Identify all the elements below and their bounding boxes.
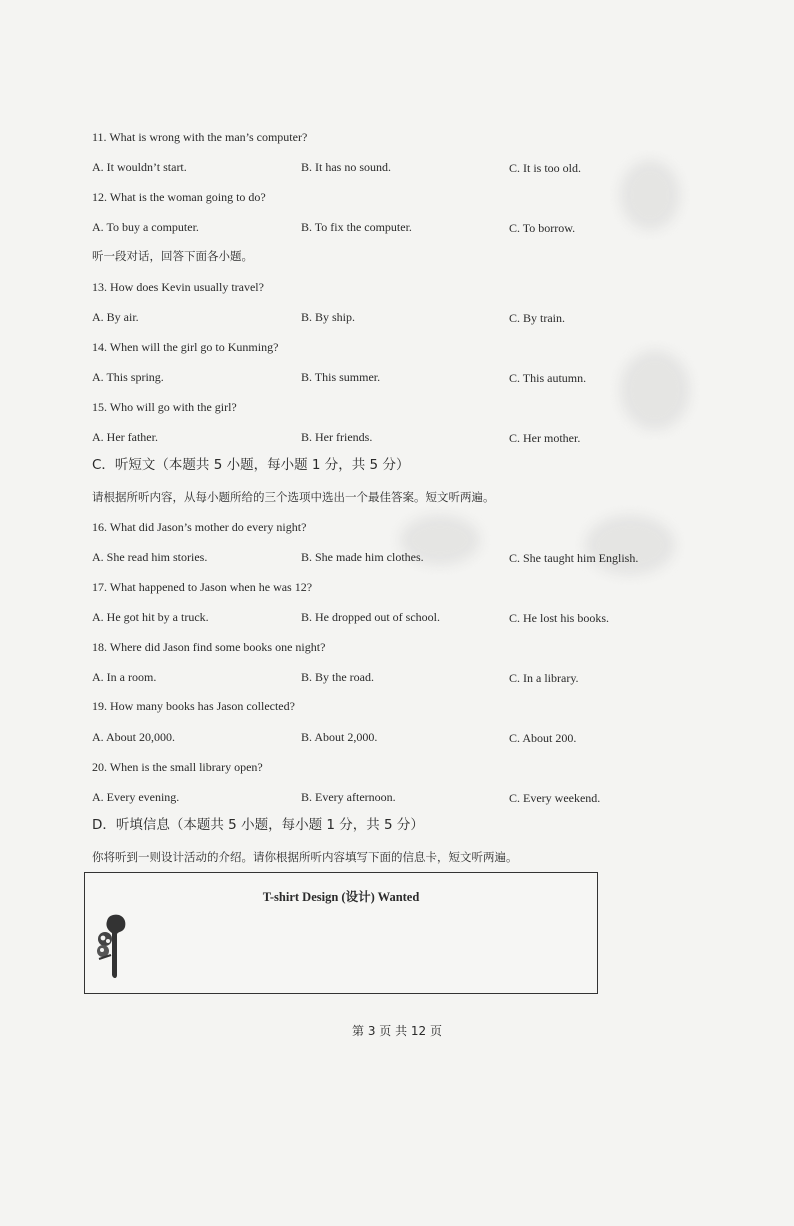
option-20-c: C. Every weekend. bbox=[509, 791, 601, 805]
question-20: 20. When is the small library open? bbox=[92, 760, 263, 774]
option-17-a: A. He got hit by a truck. bbox=[92, 610, 209, 624]
option-11-a: A. It wouldn’t start. bbox=[92, 160, 187, 174]
option-15-b: B. Her friends. bbox=[301, 430, 373, 444]
option-20-a: A. Every evening. bbox=[92, 790, 180, 804]
option-18-b: B. By the road. bbox=[301, 670, 374, 684]
option-15-a: A. Her father. bbox=[92, 430, 158, 444]
option-17-c: C. He lost his books. bbox=[509, 611, 610, 625]
info-card-title: T-shirt Design (设计) Wanted bbox=[262, 890, 420, 904]
section-c-instruction: 请根据所听内容，从每小题所给的三个选项中选出一个最佳答案。短文听两遍。 bbox=[92, 490, 495, 504]
scan-smudge bbox=[620, 350, 690, 430]
question-15: 15. Who will go with the girl? bbox=[92, 400, 237, 414]
section-d-heading: D．听填信息（本题共 5 小题，每小题 1 分，共 5 分） bbox=[92, 817, 424, 833]
option-18-a: A. In a room. bbox=[92, 670, 157, 684]
question-16: 16. What did Jason’s mother do every night? bbox=[92, 520, 307, 534]
scan-smudge bbox=[585, 515, 675, 575]
option-11-b: B. It has no sound. bbox=[301, 160, 391, 174]
tshirt-figure-icon bbox=[91, 911, 133, 983]
option-16-a: A. She read him stories. bbox=[92, 550, 208, 564]
question-12: 12. What is the woman going to do? bbox=[92, 190, 266, 204]
option-17-b: B. He dropped out of school. bbox=[301, 610, 440, 624]
option-15-c: C. Her mother. bbox=[509, 431, 581, 445]
option-13-a: A. By air. bbox=[92, 310, 139, 324]
info-card bbox=[84, 872, 598, 994]
option-14-c: C. This autumn. bbox=[509, 371, 587, 385]
question-19: 19. How many books has Jason collected? bbox=[92, 699, 295, 713]
option-18-c: C. In a library. bbox=[509, 671, 579, 685]
option-11-c: C. It is too old. bbox=[509, 161, 582, 175]
scan-smudge bbox=[620, 160, 680, 230]
question-11: 11. What is wrong with the man’s computer? bbox=[92, 130, 308, 144]
section-c-heading: C．听短文（本题共 5 小题，每小题 1 分，共 5 分） bbox=[92, 457, 410, 473]
dialog-instruction: 听一段对话，回答下面各小题。 bbox=[92, 249, 253, 263]
option-12-c: C. To borrow. bbox=[509, 221, 576, 235]
option-12-b: B. To fix the computer. bbox=[301, 220, 412, 234]
option-16-b: B. She made him clothes. bbox=[301, 550, 424, 564]
option-19-c: C. About 200. bbox=[509, 731, 577, 745]
option-14-a: A. This spring. bbox=[92, 370, 164, 384]
option-19-a: A. About 20,000. bbox=[92, 730, 176, 744]
section-d-instruction: 你将听到一则设计活动的介绍。请你根据所听内容填写下面的信息卡，短文听两遍。 bbox=[92, 850, 518, 864]
option-19-b: B. About 2,000. bbox=[301, 730, 378, 744]
page-number: 第 3 页 共 12 页 bbox=[352, 1024, 442, 1038]
option-12-a: A. To buy a computer. bbox=[92, 220, 199, 234]
question-18: 18. Where did Jason find some books one night? bbox=[92, 640, 326, 654]
option-16-c: C. She taught him English. bbox=[509, 551, 639, 565]
option-13-c: C. By train. bbox=[509, 311, 565, 325]
question-14: 14. When will the girl go to Kunming? bbox=[92, 340, 279, 354]
option-13-b: B. By ship. bbox=[301, 310, 356, 324]
option-20-b: B. Every afternoon. bbox=[301, 790, 396, 804]
question-13: 13. How does Kevin usually travel? bbox=[92, 280, 264, 294]
option-14-b: B. This summer. bbox=[301, 370, 381, 384]
question-17: 17. What happened to Jason when he was 12? bbox=[92, 580, 313, 594]
